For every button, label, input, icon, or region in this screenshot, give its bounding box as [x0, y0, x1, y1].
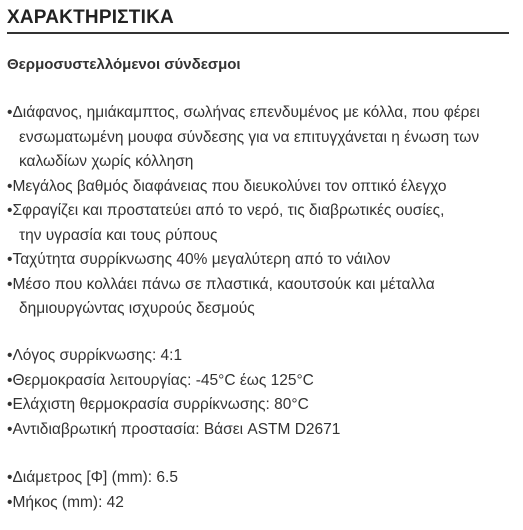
spec-text: Αντιδιαβρωτική προστασία: Βάσει ASTM D2671: [12, 420, 341, 438]
feature-line: Ταχύτητα συρρίκνωσης 40% μεγαλύτερη από το νάιλον: [12, 251, 391, 268]
bullet-marker: •: [7, 177, 13, 195]
feature-item: [7, 248, 517, 273]
bullet-marker: •: [7, 371, 13, 389]
dimension-item: [7, 466, 517, 491]
feature-item: [7, 101, 517, 175]
bullet-marker: •: [7, 469, 13, 486]
product-subtitle: Θερμοσυστελλόμενοι σύνδεσμοι: [7, 56, 241, 73]
bullet-marker: •: [7, 493, 13, 511]
dimension-text: Μήκος (mm): 42: [12, 493, 124, 511]
feature-line: την υγρασία και τους ρύπους: [19, 226, 218, 244]
feature-item: [7, 199, 517, 248]
section-header: [7, 6, 509, 34]
section-title: ΧΑΡΑΚΤΗΡΙΣΤΙΚΑ: [7, 7, 174, 28]
spec-text: Θερμοκρασία λειτουργίας: -45°C έως 125°C: [12, 371, 314, 389]
feature-line: Μεγάλος βαθμός διαφάνειας που διευκολύνει τον οπτικό έλεγχο: [12, 177, 447, 195]
feature-item: [7, 175, 517, 200]
feature-item: [7, 273, 517, 322]
features-list: [7, 101, 517, 322]
spec-text: Λόγος συρρίκνωσης: 4:1: [12, 347, 183, 364]
spec-item: [7, 418, 517, 443]
dimension-item: [7, 491, 517, 516]
spec-text: Ελάχιστη θερμοκρασία συρρίκνωσης: 80°C: [12, 396, 309, 413]
bullet-marker: •: [7, 420, 13, 438]
specs-list: [7, 344, 517, 442]
bullet-marker: •: [7, 104, 13, 121]
feature-line: καλωδίων χωρίς κόλληση: [19, 153, 194, 170]
bullet-marker: •: [7, 275, 13, 293]
spec-item: [7, 369, 517, 394]
feature-line: Σφραγίζει και προστατεύει από το νερό, τις διαβρωτικές ουσίες,: [12, 202, 445, 219]
spec-item: [7, 393, 517, 418]
feature-line: δημιουργώντας ισχυρούς δεσμούς: [19, 300, 255, 317]
bullet-marker: •: [7, 396, 13, 413]
feature-line: Μέσο που κολλάει πάνω σε πλαστικά, καουτσούκ και μέταλλα: [12, 275, 435, 293]
bullet-marker: •: [7, 347, 13, 364]
dimension-text: Διάμετρος [Φ] (mm): 6.5: [12, 469, 178, 486]
bullet-marker: •: [7, 202, 13, 219]
bullet-marker: •: [7, 251, 13, 268]
feature-line: Διάφανος, ημιάκαμπτος, σωλήνας επενδυμένος με κόλλα, που φέρει: [12, 104, 480, 121]
feature-line: ενσωματωμένη μουφα σύνδεσης για να επιτυγχάνεται η ένωση των: [19, 128, 480, 146]
spec-item: [7, 344, 517, 369]
dimensions-list: [7, 466, 517, 515]
